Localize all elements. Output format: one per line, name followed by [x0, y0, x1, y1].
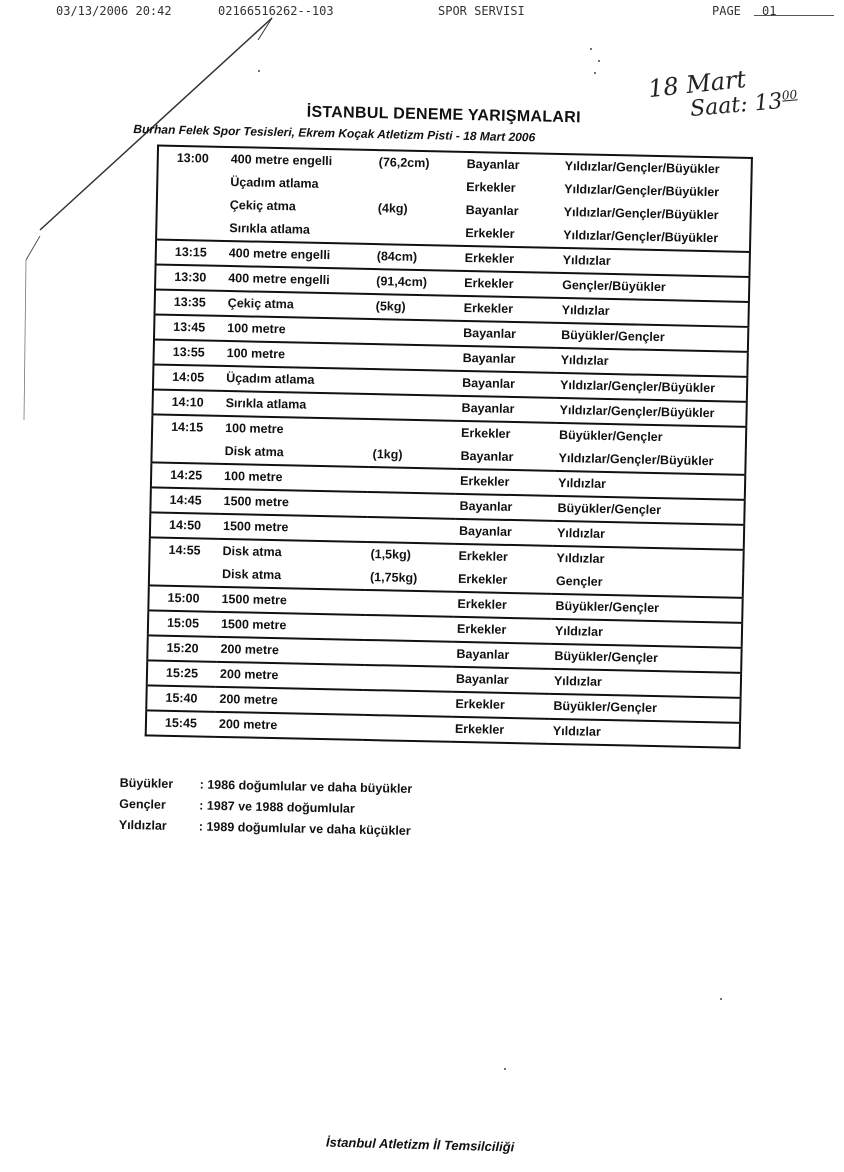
- legend-term: Büyükler: [119, 775, 174, 791]
- fax-sender: SPOR SERVISI: [438, 4, 525, 18]
- spec-cell: [364, 665, 453, 692]
- event-cell: 100 metre: [221, 416, 369, 443]
- category-cell: Yıldızlar/Gençler/Büyükler: [556, 373, 747, 402]
- category-cell: Yıldızlar: [557, 298, 748, 327]
- time-cell: 14:45: [150, 487, 220, 513]
- event-cell: Üçadım atlama: [222, 366, 370, 394]
- category-cell: Yıldızlar: [551, 619, 742, 648]
- scan-speck: [258, 70, 260, 72]
- event-cell: 1500 metre: [217, 612, 365, 640]
- event-cell: 400 metre engelli: [224, 266, 372, 294]
- category-cell: Yıldızlar: [553, 521, 744, 550]
- time-cell: 13:30: [155, 264, 225, 290]
- spec-cell: (1kg): [372, 447, 403, 462]
- time-cell: [157, 193, 226, 217]
- event-cell: 200 metre: [216, 662, 364, 690]
- spec-cell: (5kg): [371, 294, 460, 321]
- legend-term: Gençler: [119, 796, 166, 812]
- gender-cell: Erkekler: [454, 544, 552, 570]
- time-cell: 14:15: [152, 414, 221, 439]
- time-cell: 13:55: [153, 339, 223, 365]
- time-cell: 13:00: [176, 150, 209, 166]
- gender-cell: Erkekler: [460, 246, 559, 273]
- category-cell: Büyükler/Gençler: [555, 423, 746, 451]
- gender-cell: Erkekler: [460, 271, 559, 298]
- legend-definition: : 1986 doğumlular ve daha büyükler: [199, 777, 413, 796]
- spec-cell: [363, 715, 452, 742]
- event-cell: Çekiç atma: [229, 198, 296, 214]
- category-cell: Gençler: [555, 573, 603, 589]
- time-cell: [149, 561, 218, 586]
- fax-number: 02166516262--103: [218, 4, 334, 18]
- category-cell: Yıldızlar: [558, 248, 749, 277]
- category-cell: Yıldızlar: [556, 348, 747, 377]
- time-cell: 15:45: [146, 710, 216, 736]
- event-cell: 1500 metre: [219, 514, 367, 542]
- footer-organization: İstanbul Atletizm İl Temsilciliği: [325, 1134, 515, 1155]
- event-cell: Disk atma: [221, 566, 282, 583]
- gender-cell: Erkekler: [457, 421, 555, 447]
- event-cell: 200 metre: [215, 687, 363, 715]
- gender-cell: Bayanlar: [457, 396, 556, 423]
- fax-page-label: PAGE: [712, 4, 741, 18]
- category-cell: Yıldızlar/Gençler/Büyükler: [555, 398, 746, 427]
- scan-speck: [594, 72, 596, 74]
- gender-cell: Erkekler: [457, 571, 508, 587]
- category-cell: Yıldızlar: [552, 546, 743, 574]
- category-cell: Gençler/Büyükler: [558, 273, 749, 302]
- event-cell: Sırıkla atlama: [221, 391, 369, 419]
- category-cell: Büyükler/Gençler: [553, 496, 744, 525]
- category-cell: Yıldızlar: [550, 669, 741, 698]
- gender-cell: Bayanlar: [465, 202, 519, 219]
- gender-cell: Erkekler: [456, 469, 555, 496]
- gender-cell: Bayanlar: [455, 519, 554, 546]
- spec-cell: (76,2cm): [378, 155, 430, 171]
- category-cell: Büyükler/Gençler: [551, 594, 742, 623]
- time-cell: 14:10: [152, 389, 222, 415]
- spec-cell: [365, 615, 454, 642]
- spec-cell: [369, 394, 458, 421]
- spec-cell: (1,75kg): [369, 570, 418, 586]
- spec-cell: [370, 369, 459, 396]
- event-cell: 400 metre engelli: [225, 241, 373, 269]
- category-legend: [119, 772, 740, 848]
- category-cell: Yıldızlar: [554, 471, 745, 500]
- legend-term: Yıldızlar: [118, 817, 167, 833]
- time-cell: 14:50: [150, 512, 220, 538]
- gender-cell: Bayanlar: [458, 346, 557, 373]
- event-cell: Disk atma: [218, 539, 366, 566]
- time-cell: 15:00: [148, 585, 218, 611]
- scan-speck: [590, 48, 592, 50]
- event-cell: Çekiç atma: [223, 291, 371, 319]
- gender-cell: Erkekler: [466, 179, 516, 196]
- event-cell: 1500 metre: [219, 489, 367, 517]
- handwritten-date: 18 Mart: [646, 64, 748, 104]
- time-cell: 15:25: [147, 660, 217, 686]
- event-cell: 100 metre: [223, 316, 371, 344]
- spec-cell: [364, 640, 453, 667]
- time-cell: 14:25: [151, 462, 221, 488]
- category-cell: Büyükler/Gençler: [549, 694, 740, 723]
- spec-cell: [367, 517, 456, 544]
- spec-cell: [367, 492, 456, 519]
- time-cell: 14:05: [153, 364, 223, 390]
- spec-cell: (91,4cm): [372, 269, 461, 296]
- gender-cell: Erkekler: [465, 225, 515, 241]
- gender-cell: Erkekler: [451, 717, 550, 744]
- event-cell: 100 metre: [222, 341, 370, 369]
- category-cell: Yıldızlar: [549, 719, 740, 748]
- time-cell: 14:55: [149, 537, 218, 562]
- time-cell: 13:45: [154, 314, 224, 340]
- category-cell: Yıldızlar/Gençler/Büyükler: [563, 228, 719, 246]
- gender-cell: Bayanlar: [452, 667, 551, 694]
- schedule-body: [146, 146, 752, 748]
- spec-cell: (84cm): [373, 244, 462, 271]
- time-cell: 13:35: [155, 289, 225, 315]
- spec-cell: (1,5kg): [366, 542, 454, 568]
- category-cell: Yıldızlar/Gençler/Büyükler: [564, 182, 720, 200]
- gender-cell: Erkekler: [459, 296, 558, 323]
- gender-cell: Erkekler: [451, 692, 550, 719]
- time-cell: 15:40: [146, 685, 216, 711]
- spec-cell: [369, 419, 457, 445]
- event-cell: Üçadım atlama: [230, 175, 319, 191]
- time-cell: 13:15: [156, 239, 226, 265]
- spec-cell: [368, 467, 457, 494]
- spec-cell: [370, 344, 459, 371]
- gender-cell: Bayanlar: [452, 642, 551, 669]
- spec-cell: [374, 174, 462, 199]
- spec-cell: [365, 590, 454, 617]
- document-title: İSTANBUL DENEME YARIŞMALARI: [306, 103, 581, 127]
- category-cell: Yıldızlar/Gençler/Büyükler: [563, 205, 719, 223]
- document-body: [119, 100, 754, 848]
- gender-cell: Bayanlar: [466, 156, 520, 173]
- fax-page-number: 01: [762, 4, 777, 18]
- gender-cell: Erkekler: [453, 592, 552, 619]
- spec-cell: (4kg): [377, 201, 408, 216]
- category-cell: Yıldızlar/Gençler/Büyükler: [558, 450, 714, 469]
- event-cell: 200 metre: [215, 712, 363, 740]
- category-cell: Büyükler/Gençler: [557, 323, 748, 352]
- category-cell: Büyükler/Gençler: [550, 644, 741, 673]
- category-cell: Yıldızlar/Gençler/Büyükler: [564, 159, 720, 177]
- event-cell: 200 metre: [216, 637, 364, 665]
- spec-cell: [371, 319, 460, 346]
- scan-speck: [598, 60, 600, 62]
- spec-cell: [363, 690, 452, 717]
- spec-cell: [373, 220, 461, 246]
- legend-definition: : 1987 ve 1988 doğumlular: [199, 798, 356, 816]
- document-subtitle: Burhan Felek Spor Tesisleri, Ekrem Koçak Atletizm Pisti - 18 Mart 2006: [133, 121, 536, 145]
- handwritten-time-superscript: 00: [781, 87, 798, 103]
- gender-cell: Bayanlar: [460, 448, 514, 465]
- time-cell: [156, 215, 225, 240]
- gender-cell: Bayanlar: [459, 321, 558, 348]
- event-cell: 1500 metre: [217, 587, 365, 615]
- scan-speck: [720, 998, 722, 1000]
- handwritten-time-text: Saat: 13: [689, 89, 784, 122]
- schedule-table: [145, 144, 753, 748]
- event-cell: 100 metre: [220, 464, 368, 492]
- time-cell: [157, 170, 226, 194]
- scan-speck: [504, 1068, 506, 1070]
- event-cell: 400 metre engelli: [230, 152, 333, 169]
- time-cell: 15:20: [147, 635, 217, 661]
- time-cell: [151, 438, 220, 463]
- time-cell: 15:05: [148, 610, 218, 636]
- event-cell: Sırıkla atlama: [229, 221, 311, 237]
- fax-date-time: 03/13/2006 20:42: [56, 4, 172, 18]
- gender-cell: Erkekler: [453, 617, 552, 644]
- gender-cell: Bayanlar: [455, 494, 554, 521]
- legend-definition: : 1989 doğumlular ve daha küçükler: [198, 819, 411, 838]
- gender-cell: Bayanlar: [458, 371, 557, 398]
- event-cell: Disk atma: [224, 443, 284, 460]
